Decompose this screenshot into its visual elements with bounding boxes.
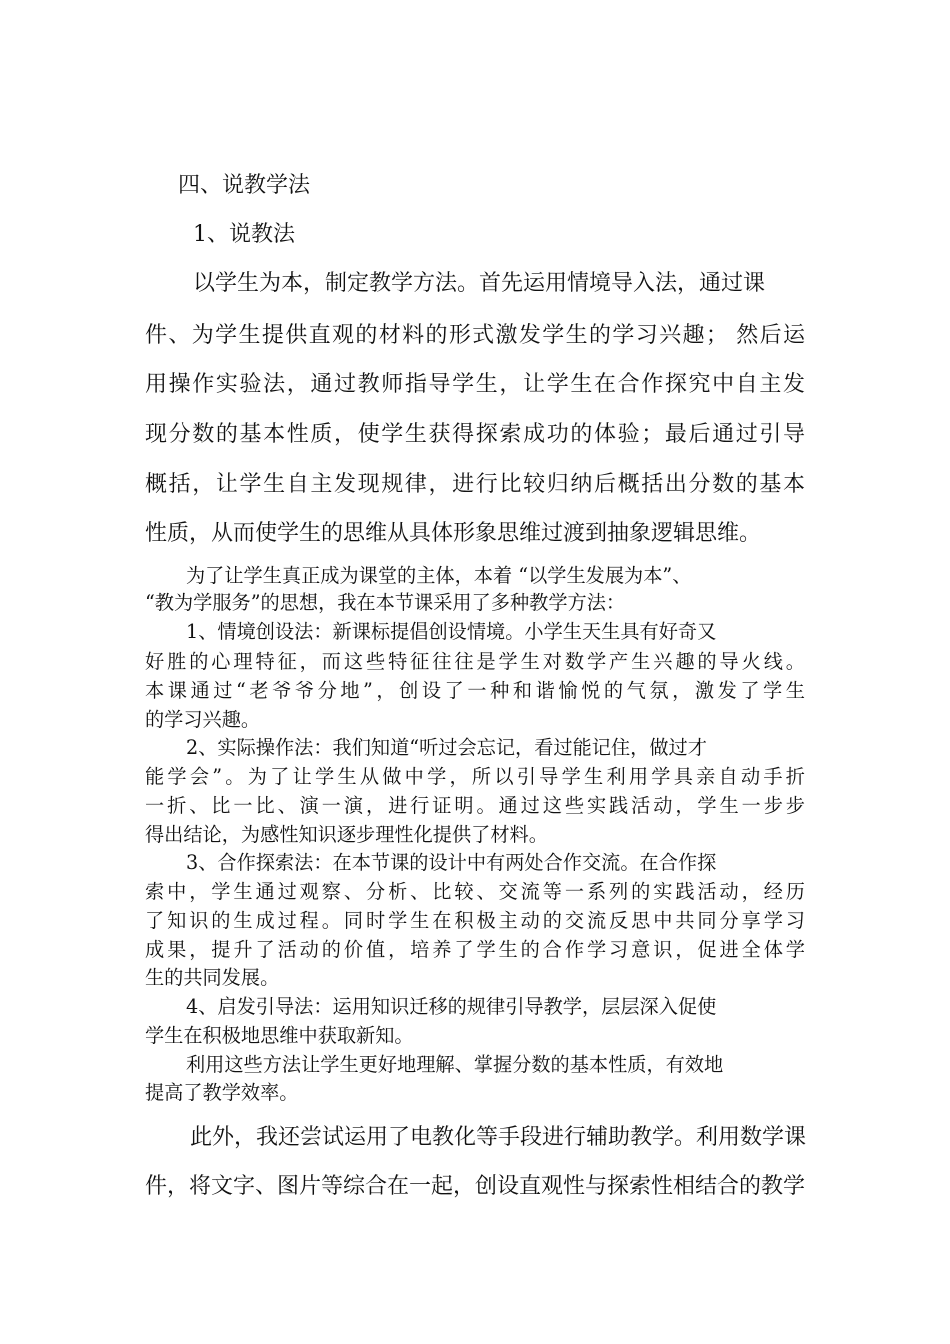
para3-line: 件，将文字、图片等综合在一起，创设直观性与探索性相结合的教学 <box>145 1174 806 1199</box>
para2-line: 好胜的心理特征，而这些特征往往是学生对数学产生兴趣的导火线。 <box>145 650 805 673</box>
section-heading: 四、说教学法 <box>178 173 311 198</box>
para2-line: 1、情境创设法：新课标提倡创设情境。小学生天生具有好奇又 <box>186 620 717 643</box>
para2-line: 本课通过“老爷爷分地”，创设了一种和谐愉悦的气氛，激发了学生 <box>145 679 805 702</box>
para1-line: 现分数的基本性质，使学生获得探索成功的体验；最后通过引导 <box>145 422 805 447</box>
para2-line: 索中，学生通过观察、分析、比较、交流等一系列的实践活动，经历 <box>145 880 805 903</box>
para2-line: 为了让学生真正成为课堂的主体，本着 “以学生发展为本”、 <box>186 564 692 587</box>
para2-line: 学生在积极地思维中获取新知。 <box>145 1024 414 1047</box>
para1-line: 以学生为本，制定教学方法。首先运用情境导入法，通过课 <box>193 271 766 296</box>
para2-line: 的学习兴趣。 <box>145 708 261 731</box>
para2-line: 生的共同发展。 <box>145 966 280 989</box>
para2-line: 能学会”。为了让学生从做中学，所以引导学生利用学具亲自动手折 <box>145 765 805 788</box>
para2-line: 了知识的生成过程。同时学生在积极主动的交流反思中共同分享学习 <box>145 909 805 932</box>
subsection-heading: 1、说教法 <box>193 222 295 247</box>
para2-line: 2、实际操作法：我们知道“听过会忘记，看过能记住，做过才 <box>186 736 707 759</box>
para1-line: 用操作实验法，通过教师指导学生，让学生在合作探究中自主发 <box>145 372 805 397</box>
para2-line: 成果，提升了活动的价值，培养了学生的合作学习意识，促进全体学 <box>145 938 805 961</box>
para2-line: 3、合作探索法：在本节课的设计中有两处合作交流。在合作探 <box>186 851 717 874</box>
para1-line: 概括，让学生自主发现规律，进行比较归纳后概括出分数的基本 <box>145 472 805 497</box>
para2-line: 一折、比一比、演一演，进行证明。通过这些实践活动，学生一步步 <box>145 794 805 817</box>
para1-line: 件、为学生提供直观的材料的形式激发学生的学习兴趣； 然后运 <box>145 323 805 348</box>
para2-line: 得出结论，为感性知识逐步理性化提供了材料。 <box>145 823 548 846</box>
para3-line: 此外，我还尝试运用了电教化等手段进行辅助教学。利用数学课 <box>190 1125 807 1150</box>
para2-line: “教为学服务”的思想，我在本节课采用了多种教学方法： <box>145 591 626 614</box>
para2-line: 提高了教学效率。 <box>145 1081 299 1104</box>
para2-line: 利用这些方法让学生更好地理解、掌握分数的基本性质，有效地 <box>186 1053 724 1076</box>
para1-line: 性质，从而使学生的思维从具体形象思维过渡到抽象逻辑思维。 <box>145 521 762 546</box>
para2-line: 4、启发引导法：运用知识迁移的规律引导教学，层层深入促使 <box>186 995 717 1018</box>
